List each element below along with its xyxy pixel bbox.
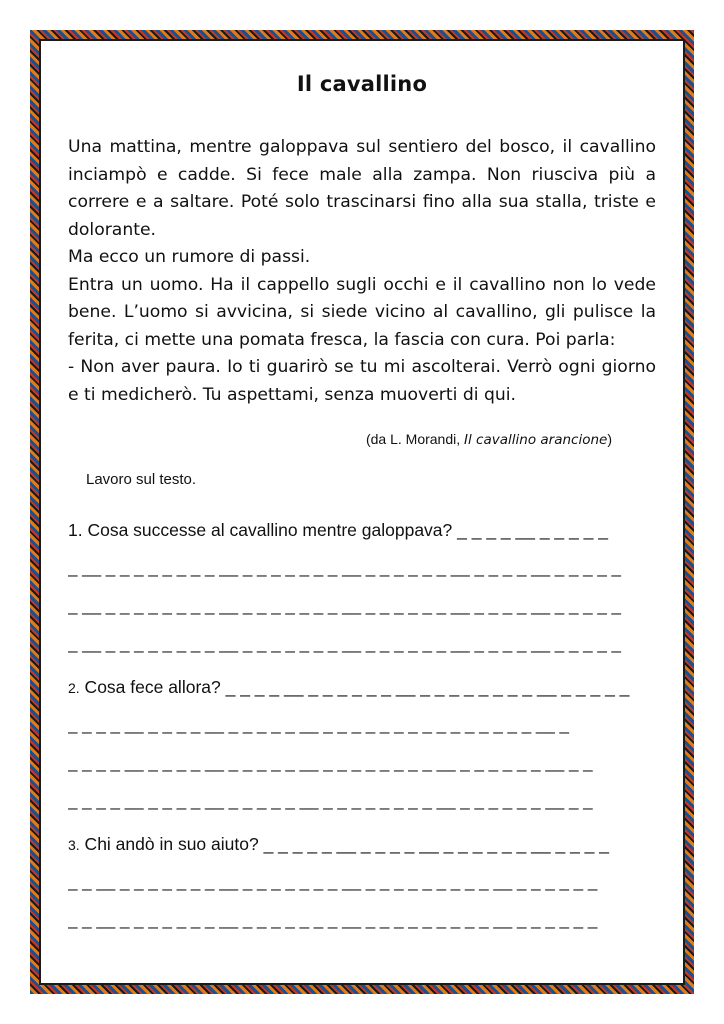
answer-blank[interactable]: _ _ _ _ __ _ _ _ _ _ [457, 520, 608, 540]
worksheet [68, 60, 656, 939]
question-number: 1. [68, 520, 83, 540]
answer-line[interactable]: _ __ _ _ _ _ _ _ _ _ __ _ _ _ _ _ _ _ __ _ _ _ _ _ _ __ _ _ _ _ __ _ _ _ _ _ [68, 558, 621, 577]
answer-line[interactable]: _ __ _ _ _ _ _ _ _ _ __ _ _ _ _ _ _ _ __ _ _ _ _ _ _ __ _ _ _ _ __ _ _ _ _ _ [68, 634, 621, 653]
question-number: 2. [68, 680, 80, 696]
section-title: Lavoro sul testo. [86, 471, 197, 488]
story-paragraph: - Non aver paura. Io ti guarirò se tu mi ascolterai. Verrò ogni giorno e ti medicherò. Tu aspettami, senza muoverti di qui. [68, 357, 656, 405]
story-text [68, 134, 656, 409]
source-suffix: ) [607, 431, 612, 447]
source-book-title: Il cavallino arancione [464, 432, 608, 448]
question-text: Chi andò in suo aiuto? [79, 834, 264, 854]
story-paragraph: Ma ecco un rumore di passi. [68, 247, 311, 267]
question-1 [68, 511, 656, 549]
question-2 [68, 668, 656, 706]
answer-line[interactable]: _ __ _ _ _ _ _ _ _ _ __ _ _ _ _ _ _ _ __ _ _ _ _ _ _ __ _ _ _ _ __ _ _ _ _ _ [68, 596, 621, 615]
answer-line[interactable]: _ _ __ _ _ _ _ _ _ _ __ _ _ _ _ _ _ _ __ _ _ _ _ _ _ _ _ _ __ _ _ _ _ _ _ [68, 872, 598, 891]
answer-blank[interactable]: _ _ _ _ _ __ _ _ _ _ __ _ _ _ _ _ _ __ _ _ _ _ [263, 834, 609, 854]
answer-line[interactable]: _ _ _ _ __ _ _ _ _ __ _ _ _ _ _ __ _ _ _ _ _ _ _ _ _ _ _ _ _ _ _ __ _ [68, 715, 569, 734]
question-text: Cosa successe al cavallino mentre galoppava? [82, 520, 458, 540]
question-number: 3. [68, 837, 80, 853]
story-paragraph: Entra un uomo. Ha il cappello sugli occhi e il cavallino non lo vede bene. L’uomo si avvicina, si siede vicino al cavallino, gli pulisce la ferita, ci mette una pomata fresca, la fascia con cura. Poi parla: [68, 274, 656, 350]
answer-line[interactable]: _ _ __ _ _ _ _ _ _ _ __ _ _ _ _ _ _ _ __ _ _ _ _ _ _ _ _ _ __ _ _ _ _ _ _ [68, 910, 598, 929]
answer-line[interactable]: _ _ _ _ __ _ _ _ _ __ _ _ _ _ _ __ _ _ _ _ _ _ _ _ __ _ _ _ _ _ _ __ _ _ [68, 753, 593, 772]
story-paragraph: Una mattina, mentre galoppava sul sentiero del bosco, il cavallino inciampò e cadde. Si fece male alla zampa. Non riusciva più a correre e a saltare. Poté solo trascinarsi fino alla sua stalla, triste e dolorante. [68, 137, 656, 240]
answer-blank[interactable]: _ _ _ _ __ _ _ _ _ _ _ __ _ _ _ _ _ _ _ _ __ _ _ _ _ _ [225, 677, 630, 697]
source-prefix: (da L. Morandi, [365, 431, 465, 447]
question-text: Cosa fece allora? [79, 677, 226, 697]
question-3 [68, 825, 656, 863]
page-title: Il cavallino [296, 72, 428, 96]
source-citation [68, 431, 656, 448]
answer-line[interactable]: _ _ _ _ __ _ _ _ _ __ _ _ _ _ _ __ _ _ _ _ _ _ _ _ __ _ _ _ _ _ _ __ _ _ [68, 791, 593, 810]
